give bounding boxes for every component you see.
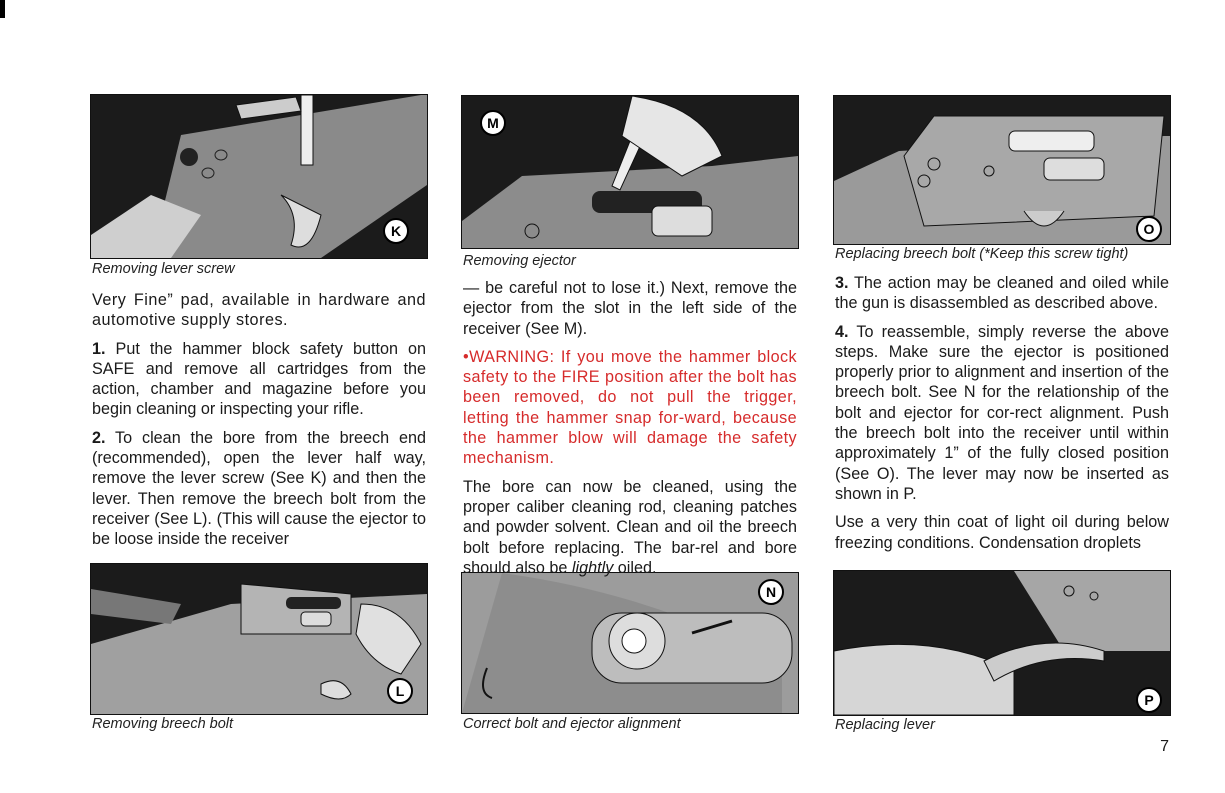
column-3-text <box>835 273 1169 561</box>
page-edge-mark <box>0 0 5 18</box>
bore-cleaning-text-end: oiled. <box>613 558 657 577</box>
paragraph-step-3 <box>835 273 1169 314</box>
warning-paragraph <box>463 347 797 469</box>
freezing-text: Use a very thin coat of light oil during below freezing conditions. Condensation droplets <box>835 513 1169 552</box>
bore-cleaning-text: The bore can now be cleaned, using the proper caliber cleaning rod, cleaning patches and powder solvent. Clean and oil the breech bolt before replacing. The bar-rel and bore should also be <box>463 477 797 577</box>
paragraph-step-4 <box>835 322 1169 505</box>
column-1-text <box>92 290 426 558</box>
figure-o-badge: O <box>1136 216 1162 242</box>
paragraph-pad-text: Very Fine” pad, available in hardware and automotive supply stores. <box>92 291 426 330</box>
figure-m-drawing <box>462 96 798 248</box>
step-3-number: 3. <box>835 274 849 292</box>
figure-l-drawing <box>91 564 427 714</box>
figure-o-illustration <box>833 95 1171 245</box>
paragraph-pad <box>92 290 426 331</box>
figure-o-drawing <box>834 96 1170 244</box>
figure-k-drawing <box>91 95 427 258</box>
figure-n-illustration <box>461 572 799 714</box>
step-1-text: Put the hammer block safety button on SAFE and remove all cartridges from the action, chamber and magazine before you begin cleaning or inspecting your rifle. <box>92 339 426 419</box>
figure-o-caption: Replacing breech bolt (*Keep this screw tight) <box>835 246 1129 262</box>
page-number: 7 <box>1160 738 1169 755</box>
figure-l-illustration <box>90 563 428 715</box>
figure-l-badge: L <box>387 678 413 704</box>
figure-p-illustration <box>833 570 1171 716</box>
figure-n-caption: Correct bolt and ejector alignment <box>463 716 681 732</box>
step-4-text: To reassemble, simply reverse the above steps. Make sure the ejector is positioned properly prior to alignment and insertion of the breech bolt. See N for the relationship of the bolt and ejector for cor-rect alignment. Push the breech bolt into the receiver until within approximately 1” of the fully closed position (See O). The lever may now be inserted as shown in P. <box>835 322 1169 503</box>
figure-m-badge: M <box>480 110 506 136</box>
warning-text: •WARNING: If you move the hammer block safety to the FIRE position after the bolt has been removed, do not pull the trigger, letting the hammer snap for-ward, because the hammer blow will damage the safety mechanism. <box>463 347 797 468</box>
step-4-number: 4. <box>835 322 849 341</box>
step-2-number: 2. <box>92 428 106 447</box>
paragraph-step-1 <box>92 339 426 420</box>
paragraph-ejector <box>463 278 797 339</box>
paragraph-step-2 <box>92 428 426 550</box>
step-2-text: To clean the bore from the breech end (recommended), open the lever half way, remove the lever screw (See K) and then the lever. Then remove the breech bolt from the receiver (See L). (This will cause the ejector to be loose inside the receiver <box>92 428 426 549</box>
paragraph-freezing <box>835 512 1169 553</box>
step-1-number: 1. <box>92 339 106 358</box>
figure-l-caption: Removing breech bolt <box>92 716 234 732</box>
column-2-text <box>463 278 797 586</box>
bore-cleaning-emphasis: lightly <box>571 558 614 577</box>
step-3-text: The action may be cleaned and oiled while the gun is disassembled as described above. <box>835 274 1169 313</box>
figure-p-badge: P <box>1136 687 1162 713</box>
figure-k-badge: K <box>383 218 409 244</box>
paragraph-bore-cleaning <box>463 477 797 578</box>
figure-n-drawing <box>462 573 798 713</box>
figure-n-badge: N <box>758 579 784 605</box>
figure-k-illustration <box>90 94 428 259</box>
figure-p-drawing <box>834 571 1170 715</box>
figure-m-caption: Removing ejector <box>463 253 576 269</box>
figure-k-caption: Removing lever screw <box>92 261 235 277</box>
figure-m-illustration <box>461 95 799 249</box>
paragraph-ejector-text: — be careful not to lose it.) Next, remove the ejector from the slot in the left side of the receiver (See M). <box>463 279 797 338</box>
figure-p-caption: Replacing lever <box>835 717 935 733</box>
